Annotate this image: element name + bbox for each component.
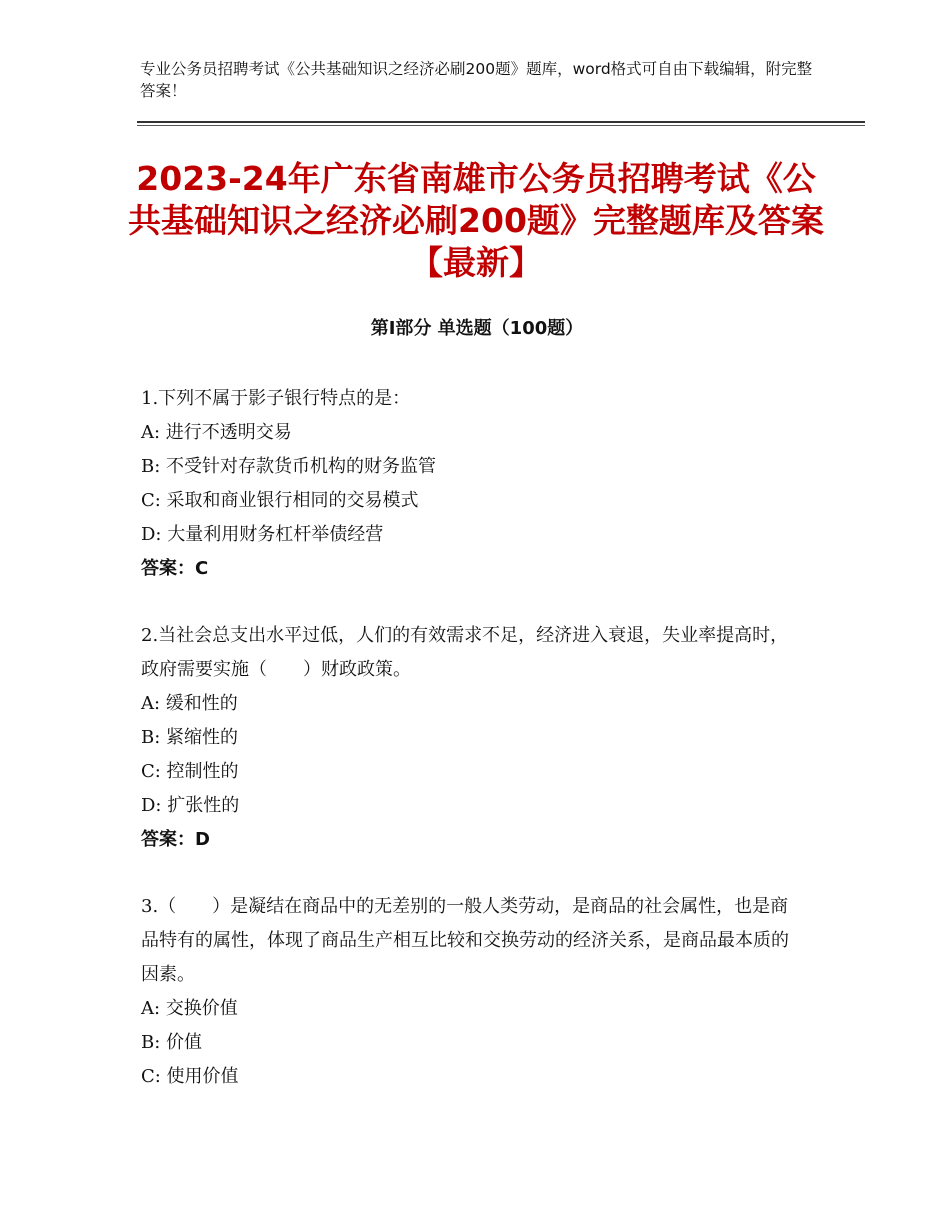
answer: 答案：D bbox=[141, 829, 210, 850]
option-d: D: 大量利用财务杠杆举债经营 bbox=[141, 524, 384, 545]
option-d: D: 扩张性的 bbox=[141, 795, 240, 816]
question-2 bbox=[141, 619, 801, 857]
question-1 bbox=[141, 382, 801, 586]
answer: 答案：C bbox=[141, 558, 209, 579]
question-text: 2.当社会总支出水平过低，人们的有效需求不足，经济进入衰退，失业率提高时，政府需要实施（ ）财政政策。 bbox=[141, 625, 789, 680]
question-text: 1.下列不属于影子银行特点的是： bbox=[141, 388, 411, 409]
header-divider-thin bbox=[137, 125, 865, 126]
option-c: C: 采取和商业银行相同的交易模式 bbox=[141, 490, 419, 511]
option-b: B: 紧缩性的 bbox=[141, 727, 239, 748]
option-a: A: 交换价值 bbox=[141, 998, 238, 1019]
question-text: 3.（ ）是凝结在商品中的无差别的一般人类劳动，是商品的社会属性，也是商品特有的属性，体现了商品生产相互比较和交换劳动的经济关系，是商品最本质的因素。 bbox=[141, 896, 789, 985]
question-list bbox=[141, 382, 801, 1127]
section-title: 第Ⅰ部分 单选题（100题） bbox=[370, 318, 584, 339]
option-c: C: 使用价值 bbox=[141, 1066, 239, 1087]
header-divider-thick bbox=[137, 121, 865, 123]
option-a: A: 进行不透明交易 bbox=[141, 422, 292, 443]
question-3 bbox=[141, 890, 801, 1094]
option-a: A: 缓和性的 bbox=[141, 693, 238, 714]
header-note: 专业公务员招聘考试《公共基础知识之经济必刷200题》题库，word格式可自由下载编辑，附完整答案！ bbox=[140, 60, 813, 100]
document-title: 2023-24年广东省南雄市公务员招聘考试《公共基础知识之经济必刷200题》完整题库及答案【最新】 bbox=[128, 159, 824, 282]
option-b: B: 不受针对存款货币机构的财务监管 bbox=[141, 456, 437, 477]
option-c: C: 控制性的 bbox=[141, 761, 239, 782]
option-b: B: 价值 bbox=[141, 1032, 203, 1053]
